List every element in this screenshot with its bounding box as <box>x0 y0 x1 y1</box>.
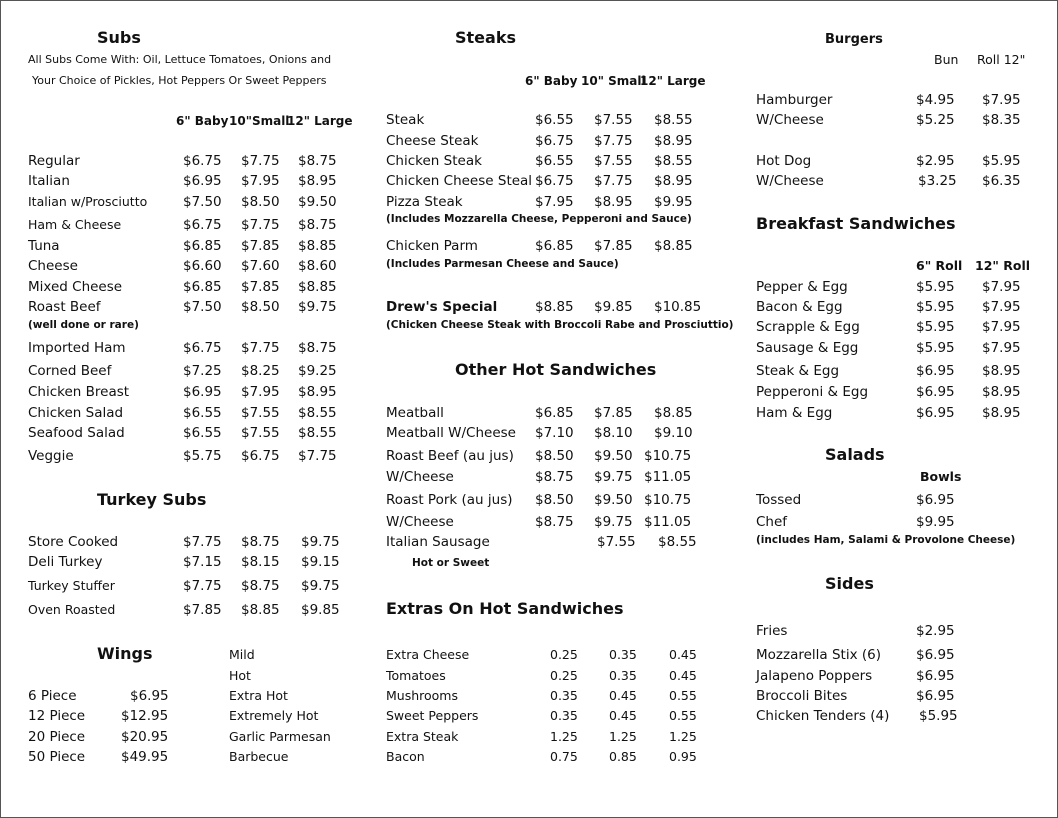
salads-col-bowls: Bowls <box>920 469 962 484</box>
hot-item-price: $10.75 <box>644 492 692 508</box>
breakfast-item-price: $8.95 <box>982 405 1021 421</box>
steak-item-price: $8.55 <box>654 153 693 169</box>
steak-item-price: $6.75 <box>535 133 574 149</box>
sub-item-price: $8.75 <box>298 153 337 169</box>
hot-item-price: $11.05 <box>644 469 692 485</box>
steak-item-price: $8.85 <box>654 238 693 254</box>
breakfast-item-name: Ham & Egg <box>756 405 833 421</box>
sub-item-price: $8.95 <box>298 173 337 189</box>
sub-item-price: $6.75 <box>183 217 222 233</box>
wing-item-name: 12 Piece <box>28 708 86 724</box>
extras-title: Extras On Hot Sandwiches <box>386 599 624 618</box>
extra-item-name: Bacon <box>386 749 425 764</box>
turkey-item-price: $9.75 <box>301 578 340 594</box>
steak-item-name: Chicken Cheese Steal <box>386 173 533 189</box>
drews-special-note: (Chicken Cheese Steak with Broccoli Rabe and Prosciuttio) <box>386 319 734 331</box>
subs-col-small: 10"Small <box>229 114 290 128</box>
hot-item-price: $8.55 <box>658 534 697 550</box>
chef-salad-note: (includes Ham, Salami & Provolone Cheese) <box>756 534 1016 546</box>
extra-item-price: 1.25 <box>550 729 578 744</box>
extra-item-name: Extra Steak <box>386 729 459 744</box>
sub-item-price: $8.55 <box>298 425 337 441</box>
steak-item-price: $8.95 <box>654 173 693 189</box>
sub-item-price: $7.95 <box>241 384 280 400</box>
breakfast-item-price: $8.95 <box>982 363 1021 379</box>
sub-item-name: Corned Beef <box>28 363 112 379</box>
extra-item-price: 0.75 <box>550 749 578 764</box>
steaks-col-baby: 6" Baby <box>525 74 578 88</box>
sub-item-price: $8.75 <box>298 340 337 356</box>
sub-item-price: $6.95 <box>183 384 222 400</box>
steak-item-price: $8.55 <box>654 112 693 128</box>
sub-item-price: $7.75 <box>241 340 280 356</box>
turkey-item-name: Oven Roasted <box>28 602 116 617</box>
sub-item-name: Italian <box>28 173 70 189</box>
extra-item-price: 0.35 <box>550 688 578 703</box>
burger-item-price: $5.95 <box>982 153 1021 169</box>
turkey-item-price: $9.15 <box>301 554 340 570</box>
chicken-parm-note: (Includes Parmesan Cheese and Sauce) <box>386 258 619 270</box>
sub-item-name: Chicken Salad <box>28 405 124 421</box>
burger-item-name: Hamburger <box>756 92 833 108</box>
turkey-item-price: $9.85 <box>301 602 340 618</box>
hot-item-name: W/Cheese <box>386 469 454 485</box>
sub-item-price: $6.85 <box>183 279 222 295</box>
hot-item-price: $10.75 <box>644 448 692 464</box>
breakfast-title: Breakfast Sandwiches <box>756 214 956 233</box>
hot-item-price: $9.10 <box>654 425 693 441</box>
turkey-item-price: $8.75 <box>241 578 280 594</box>
wing-item-price: $12.95 <box>121 708 169 724</box>
extra-item-price: 0.45 <box>609 708 637 723</box>
sub-item-price: $6.60 <box>183 258 222 274</box>
steaks-col-small: 10" Small <box>581 74 646 88</box>
sides-title: Sides <box>825 574 874 593</box>
subs-intro-line-2: Your Choice of Pickles, Hot Peppers Or Sweet Peppers <box>32 74 327 87</box>
burger-item-price: $2.95 <box>916 153 955 169</box>
burger-item-price: $7.95 <box>982 92 1021 108</box>
salads-title: Salads <box>825 445 885 464</box>
breakfast-item-price: $6.95 <box>916 405 955 421</box>
wing-item-name: 20 Piece <box>28 729 86 745</box>
wing-flavor: Hot <box>229 668 251 683</box>
side-item-name: Broccoli Bites <box>756 688 848 704</box>
burger-item-price: $3.25 <box>918 173 957 189</box>
sub-item-price: $6.55 <box>183 405 222 421</box>
breakfast-item-price: $5.95 <box>916 279 955 295</box>
turkey-item-price: $7.85 <box>183 602 222 618</box>
sub-item-price: $8.95 <box>298 384 337 400</box>
sub-item-price: $7.50 <box>183 299 222 315</box>
steak-item-price: $8.85 <box>535 299 574 315</box>
hot-item-price: $8.85 <box>654 405 693 421</box>
hot-item-name: Roast Pork (au jus) <box>386 492 513 508</box>
steak-item-price: $7.95 <box>535 194 574 210</box>
hot-item-price: $8.75 <box>535 514 574 530</box>
extra-item-price: 1.25 <box>669 729 697 744</box>
burger-item-price: $5.25 <box>916 112 955 128</box>
breakfast-col-12: 12" Roll <box>975 258 1031 273</box>
salad-item-name: Tossed <box>756 492 802 508</box>
sub-item-name: Tuna <box>28 238 60 254</box>
hot-item-name: Roast Beef (au jus) <box>386 448 514 464</box>
extra-item-price: 0.25 <box>550 668 578 683</box>
turkey-item-price: $8.75 <box>241 534 280 550</box>
sub-item-name: Seafood Salad <box>28 425 125 441</box>
sub-item-price: $6.55 <box>183 425 222 441</box>
wing-flavor: Barbecue <box>229 749 289 764</box>
steak-item-price: $9.85 <box>594 299 633 315</box>
hot-item-price: $11.05 <box>644 514 692 530</box>
steak-item-price: $6.75 <box>535 173 574 189</box>
side-item-price: $6.95 <box>916 647 955 663</box>
hot-item-price: $7.10 <box>535 425 574 441</box>
side-item-price: $6.95 <box>916 688 955 704</box>
steak-item-price: $10.85 <box>654 299 702 315</box>
burger-item-price: $6.35 <box>982 173 1021 189</box>
hot-item-price: $8.50 <box>535 448 574 464</box>
hot-item-price: $6.85 <box>535 405 574 421</box>
sub-item-price: $8.85 <box>298 238 337 254</box>
hot-item-price: $9.75 <box>594 469 633 485</box>
steak-item-price: $7.85 <box>594 238 633 254</box>
breakfast-item-price: $7.95 <box>982 299 1021 315</box>
sub-item-price: $7.85 <box>241 279 280 295</box>
extra-item-price: 0.45 <box>669 647 697 662</box>
salad-item-price: $9.95 <box>916 514 955 530</box>
breakfast-item-price: $5.95 <box>916 340 955 356</box>
side-item-price: $2.95 <box>916 623 955 639</box>
breakfast-item-price: $6.95 <box>916 384 955 400</box>
wings-title: Wings <box>97 644 153 663</box>
sub-item-price: $6.85 <box>183 238 222 254</box>
breakfast-item-name: Pepper & Egg <box>756 279 848 295</box>
hot-item-price: $8.50 <box>535 492 574 508</box>
sub-item-name: Imported Ham <box>28 340 126 356</box>
steak-item-name: Steak <box>386 112 425 128</box>
hot-item-price: $7.55 <box>597 534 636 550</box>
wing-flavor: Garlic Parmesan <box>229 729 331 744</box>
turkey-item-price: $7.15 <box>183 554 222 570</box>
burgers-title: Burgers <box>825 32 883 47</box>
sub-item-price: $8.25 <box>241 363 280 379</box>
sub-item-price: $8.50 <box>241 194 280 210</box>
sub-item-price: $6.75 <box>183 153 222 169</box>
turkey-item-price: $8.15 <box>241 554 280 570</box>
wing-item-price: $20.95 <box>121 729 169 745</box>
breakfast-item-price: $7.95 <box>982 279 1021 295</box>
turkey-item-name: Deli Turkey <box>28 554 103 570</box>
hot-item-name: W/Cheese <box>386 514 454 530</box>
hot-item-name: Meatball <box>386 405 444 421</box>
sub-item-price: $5.75 <box>183 448 222 464</box>
steaks-title: Steaks <box>455 28 516 47</box>
side-item-price: $5.95 <box>919 708 958 724</box>
burger-item-name: W/Cheese <box>756 173 824 189</box>
roast-beef-note: (well done or rare) <box>28 319 139 331</box>
breakfast-item-name: Scrapple & Egg <box>756 319 860 335</box>
sub-item-price: $7.50 <box>183 194 222 210</box>
steak-item-price: $9.95 <box>654 194 693 210</box>
extra-item-name: Sweet Peppers <box>386 708 479 723</box>
turkey-item-price: $7.75 <box>183 578 222 594</box>
steak-item-name: Pizza Steak <box>386 194 463 210</box>
sub-item-price: $8.60 <box>298 258 337 274</box>
sub-item-name: Cheese <box>28 258 78 274</box>
sub-item-price: $9.25 <box>298 363 337 379</box>
sub-item-price: $8.50 <box>241 299 280 315</box>
sub-item-name: Veggie <box>28 448 74 464</box>
steak-item-price: $8.95 <box>654 133 693 149</box>
sub-item-price: $7.75 <box>241 153 280 169</box>
breakfast-item-name: Sausage & Egg <box>756 340 859 356</box>
turkey-item-name: Store Cooked <box>28 534 119 550</box>
sub-item-price: $6.75 <box>241 448 280 464</box>
sub-item-name: Roast Beef <box>28 299 101 315</box>
side-item-price: $6.95 <box>916 668 955 684</box>
extra-item-price: 0.55 <box>669 688 697 703</box>
steak-item-price: $8.95 <box>594 194 633 210</box>
steak-item-name: Chicken Steak <box>386 153 482 169</box>
burgers-col-roll: Roll 12" <box>977 52 1026 67</box>
other-hot-title: Other Hot Sandwiches <box>455 360 657 379</box>
breakfast-item-price: $5.95 <box>916 299 955 315</box>
sub-item-price: $7.75 <box>241 217 280 233</box>
hot-item-price: $8.75 <box>535 469 574 485</box>
side-item-name: Chicken Tenders (4) <box>756 708 890 724</box>
extra-item-name: Mushrooms <box>386 688 458 703</box>
side-item-name: Fries <box>756 623 788 639</box>
breakfast-col-6: 6" Roll <box>916 258 963 273</box>
turkey-item-price: $9.75 <box>301 534 340 550</box>
extra-item-name: Tomatoes <box>386 668 446 683</box>
turkey-title: Turkey Subs <box>97 490 207 509</box>
hot-item-price: $9.50 <box>594 448 633 464</box>
steak-item-price: $6.85 <box>535 238 574 254</box>
sub-item-name: Chicken Breast <box>28 384 130 400</box>
sub-item-price: $7.75 <box>298 448 337 464</box>
extra-item-price: 0.35 <box>550 708 578 723</box>
breakfast-item-name: Steak & Egg <box>756 363 840 379</box>
extra-item-name: Extra Cheese <box>386 647 470 662</box>
burger-item-name: W/Cheese <box>756 112 824 128</box>
breakfast-item-price: $8.95 <box>982 384 1021 400</box>
sub-item-price: $7.85 <box>241 238 280 254</box>
steak-item-price: $7.75 <box>594 173 633 189</box>
sausage-note: Hot or Sweet <box>412 557 490 569</box>
breakfast-item-name: Bacon & Egg <box>756 299 843 315</box>
steak-item-price: $7.55 <box>594 153 633 169</box>
pizza-steak-note: (Includes Mozzarella Cheese, Pepperoni and Sauce) <box>386 213 692 225</box>
extra-item-price: 0.35 <box>609 668 637 683</box>
side-item-name: Jalapeno Poppers <box>756 668 873 684</box>
breakfast-item-name: Pepperoni & Egg <box>756 384 869 400</box>
steak-item-name: Drew's Special <box>386 299 498 315</box>
steaks-col-large: 12" Large <box>640 74 706 88</box>
extra-item-price: 0.85 <box>609 749 637 764</box>
steak-item-price: $6.55 <box>535 153 574 169</box>
turkey-item-name: Turkey Stuffer <box>28 578 115 593</box>
turkey-item-price: $7.75 <box>183 534 222 550</box>
hot-item-price: $9.50 <box>594 492 633 508</box>
sub-item-name: Ham & Cheese <box>28 217 122 232</box>
steak-item-name: Chicken Parm <box>386 238 478 254</box>
extra-item-price: 0.95 <box>669 749 697 764</box>
salad-item-name: Chef <box>756 514 788 530</box>
sub-item-price: $6.75 <box>183 340 222 356</box>
breakfast-item-price: $7.95 <box>982 340 1021 356</box>
hot-item-price: $9.75 <box>594 514 633 530</box>
hot-item-name: Meatball W/Cheese <box>386 425 516 441</box>
breakfast-item-price: $6.95 <box>916 363 955 379</box>
wing-item-price: $6.95 <box>130 688 169 704</box>
burger-item-name: Hot Dog <box>756 153 812 169</box>
salad-item-price: $6.95 <box>916 492 955 508</box>
wing-item-name: 50 Piece <box>28 749 86 765</box>
wing-flavor: Extremely Hot <box>229 708 319 723</box>
steak-item-price: $6.55 <box>535 112 574 128</box>
burgers-col-bun: Bun <box>934 52 959 67</box>
burger-item-price: $8.35 <box>982 112 1021 128</box>
sub-item-price: $7.25 <box>183 363 222 379</box>
subs-col-baby: 6" Baby <box>176 114 229 128</box>
sub-item-price: $7.95 <box>241 173 280 189</box>
sub-item-price: $8.75 <box>298 217 337 233</box>
breakfast-item-price: $7.95 <box>982 319 1021 335</box>
hot-item-price: $8.10 <box>594 425 633 441</box>
steak-item-name: Cheese Steak <box>386 133 479 149</box>
steak-item-price: $7.55 <box>594 112 633 128</box>
extra-item-price: 1.25 <box>609 729 637 744</box>
sub-item-price: $7.60 <box>241 258 280 274</box>
sub-item-price: $7.55 <box>241 425 280 441</box>
extra-item-price: 0.45 <box>669 668 697 683</box>
side-item-name: Mozzarella Stix (6) <box>756 647 881 663</box>
burger-item-price: $4.95 <box>916 92 955 108</box>
steak-item-price: $7.75 <box>594 133 633 149</box>
subs-col-large: 12" Large <box>287 114 353 128</box>
extra-item-price: 0.45 <box>609 688 637 703</box>
sub-item-price: $6.95 <box>183 173 222 189</box>
extra-item-price: 0.55 <box>669 708 697 723</box>
hot-item-name: Italian Sausage <box>386 534 490 550</box>
subs-intro-line-1: All Subs Come With: Oil, Lettuce Tomatoes, Onions and <box>28 53 332 66</box>
breakfast-item-price: $5.95 <box>916 319 955 335</box>
wing-flavor: Mild <box>229 647 255 662</box>
hot-item-price: $7.85 <box>594 405 633 421</box>
sub-item-name: Mixed Cheese <box>28 279 123 295</box>
wing-flavor: Extra Hot <box>229 688 288 703</box>
subs-title: Subs <box>97 28 141 47</box>
extra-item-price: 0.25 <box>550 647 578 662</box>
sub-item-price: $8.85 <box>298 279 337 295</box>
sub-item-name: Regular <box>28 153 80 169</box>
extra-item-price: 0.35 <box>609 647 637 662</box>
wing-item-price: $49.95 <box>121 749 169 765</box>
turkey-item-price: $8.85 <box>241 602 280 618</box>
sub-item-price: $9.75 <box>298 299 337 315</box>
sub-item-price: $9.50 <box>298 194 337 210</box>
sub-item-name: Italian w/Prosciutto <box>28 194 148 209</box>
wing-item-name: 6 Piece <box>28 688 77 704</box>
sub-item-price: $7.55 <box>241 405 280 421</box>
sub-item-price: $8.55 <box>298 405 337 421</box>
